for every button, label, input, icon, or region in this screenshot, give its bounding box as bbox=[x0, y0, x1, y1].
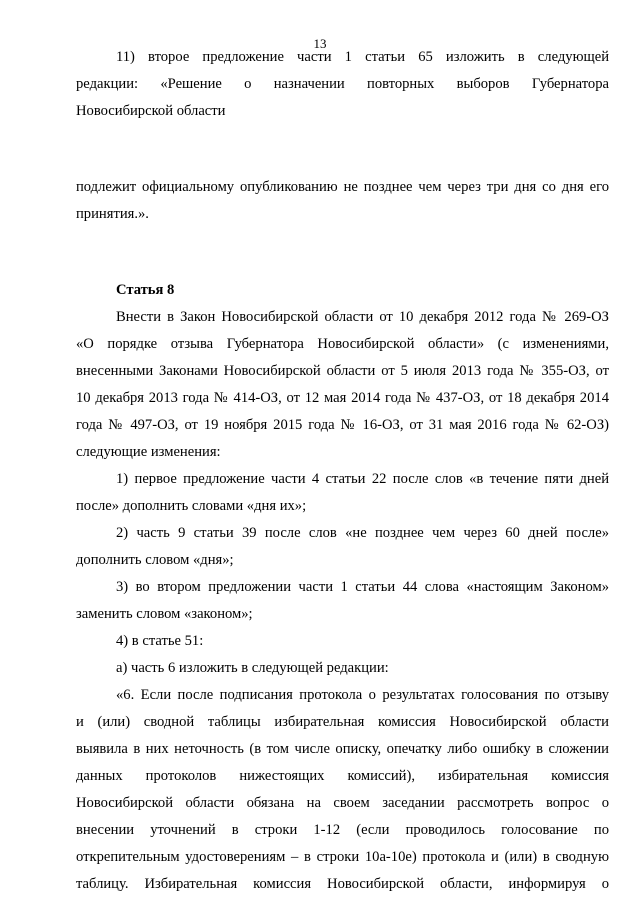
blank-gap bbox=[76, 125, 609, 174]
text-line: выявила в них неточность (в том числе описку, опечатку либо ошибку в сложении bbox=[76, 741, 609, 757]
document-body bbox=[76, 44, 609, 898]
text-line: «6. Если после подписания протокола о результатах голосования по отзыву bbox=[116, 687, 609, 703]
text-line: 3) во втором предложении части 1 статьи 44 слова «настоящим Законом» bbox=[116, 579, 609, 595]
text-line: следующие изменения: bbox=[76, 444, 221, 460]
text-line: дополнить словом «дня»; bbox=[76, 552, 234, 568]
text-line: 11) второе предложение части 1 статьи 65 изложить в следующей bbox=[116, 49, 609, 65]
text-line: Новосибирской области bbox=[76, 103, 226, 119]
text-line: года № 497-ОЗ, от 19 ноября 2015 года № 16-ОЗ, от 31 мая 2016 года № 62-ОЗ) bbox=[76, 417, 609, 433]
text-line: внесении уточнений в строки 1-12 (если проводилось голосование по bbox=[76, 822, 609, 838]
text-line: заменить словом «законом»; bbox=[76, 606, 253, 622]
text-line: редакции: «Решение о назначении повторных выборов Губернатора bbox=[76, 76, 609, 92]
text-line: «О порядке отзыва Губернатора Новосибирской области» (с изменениями, bbox=[76, 336, 609, 352]
text-line: после» дополнить словами «дня их»; bbox=[76, 498, 307, 514]
text-line: данных протоколов нижестоящих комиссий), избирательная комиссия bbox=[76, 768, 609, 784]
page-number: 13 bbox=[313, 36, 327, 51]
text-line: подлежит официальному опубликованию не позднее чем через три дня со дня его bbox=[76, 179, 609, 195]
text-line: открепительным удостоверениям – в строки 10а-10е) протокола и (или) в сводную bbox=[76, 849, 609, 865]
article-heading: Статья 8 bbox=[116, 282, 175, 298]
text-line: принятия.». bbox=[76, 206, 149, 222]
text-line: таблицу. Избирательная комиссия Новосибирской области, информируя о bbox=[76, 876, 609, 892]
text-line: внесенными Законами Новосибирской области от 5 июля 2013 года № 355-ОЗ, от bbox=[76, 363, 609, 379]
text-line: и (или) сводной таблицы избирательная комиссия Новосибирской области bbox=[76, 714, 609, 730]
text-line: Внести в Закон Новосибирской области от 10 декабря 2012 года № 269-ОЗ bbox=[116, 309, 609, 325]
text-line: 1) первое предложение части 4 статьи 22 после слов «в течение пяти дней bbox=[116, 471, 609, 487]
blank-gap bbox=[76, 228, 609, 277]
text-line: а) часть 6 изложить в следующей редакции: bbox=[116, 660, 389, 676]
text-line: 10 декабря 2013 года № 414-ОЗ, от 12 мая 2014 года № 437-ОЗ, от 18 декабря 2014 bbox=[76, 390, 609, 406]
text-line: 2) часть 9 статьи 39 после слов «не позднее чем через 60 дней после» bbox=[116, 525, 609, 541]
text-line: Новосибирской области обязана на своем заседании рассмотреть вопрос о bbox=[76, 795, 609, 811]
text-line: 4) в статье 51: bbox=[116, 633, 204, 649]
